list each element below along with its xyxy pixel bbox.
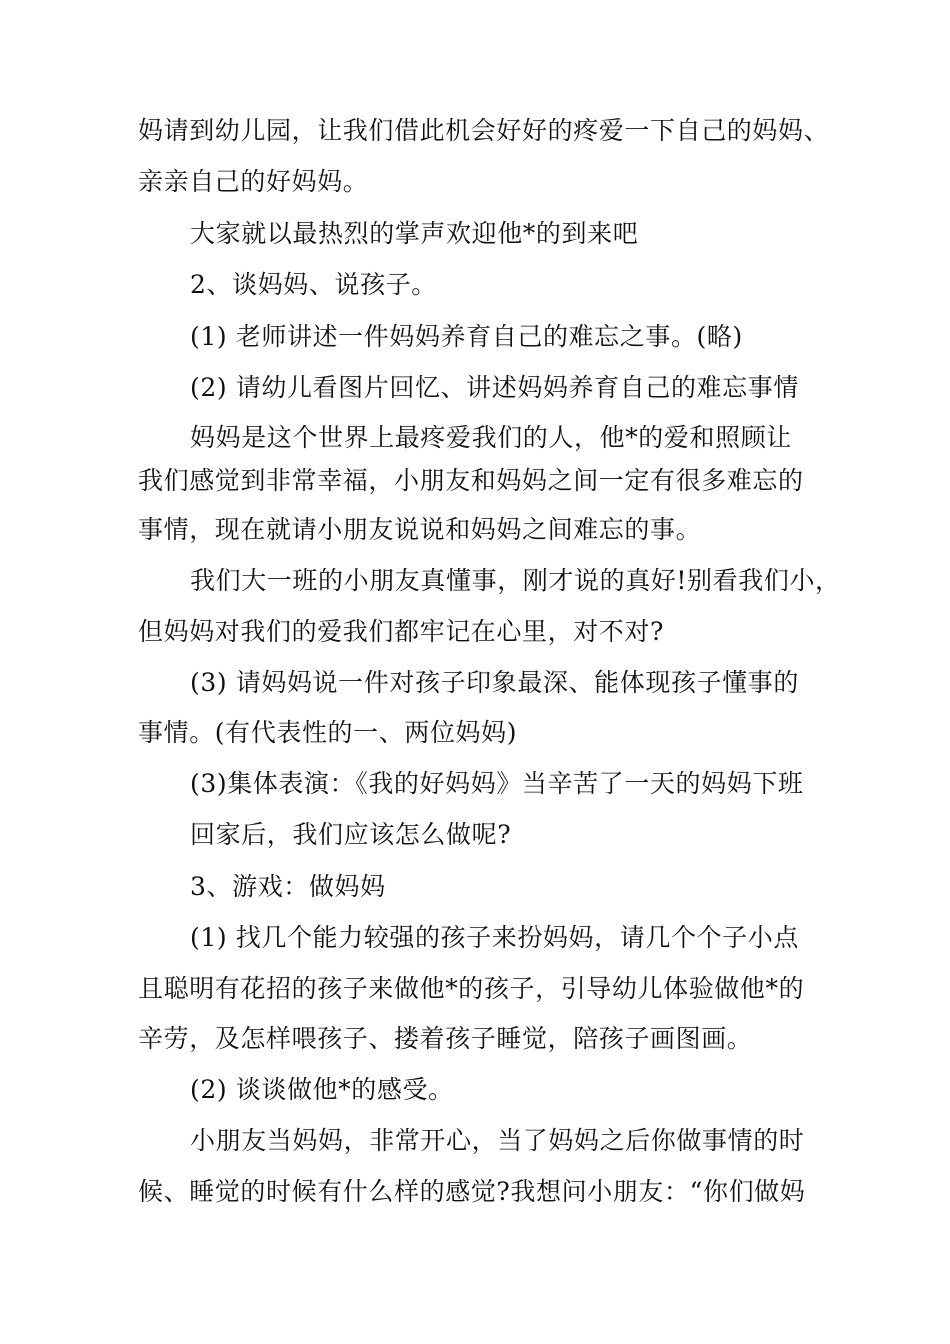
section-heading: 2、谈妈妈、说孩子。 (190, 270, 437, 299)
text-line: 但妈妈对我们的爱我们都牢记在心里，对不对? (138, 617, 665, 646)
text-line: 事情。(有代表性的一、两位妈妈) (138, 718, 518, 747)
text-line: 且聪明有花招的孩子来做他*的孩子，引导幼儿体验做他*的 (138, 974, 805, 1003)
text-line: 妈请到幼儿园，让我们借此机会好好的疼爱一下自己的妈妈、 (138, 116, 830, 145)
section-heading: 3、游戏：做妈妈 (190, 872, 386, 901)
text-line: 大家就以最热烈的掌声欢迎他*的到来吧 (190, 219, 639, 248)
text-line: 我们感觉到非常幸福，小朋友和妈妈之间一定有很多难忘的 (138, 466, 804, 495)
list-item: (1) 找几个能力较强的孩子来扮妈妈，请几个个子小点 (190, 923, 799, 952)
text-line: 小朋友当妈妈，非常开心，当了妈妈之后你做事情的时 (190, 1126, 805, 1155)
list-item: (3)集体表演：《我的好妈妈》当辛苦了一天的妈妈下班 (190, 769, 804, 798)
text-line: 事情，现在就请小朋友说说和妈妈之间难忘的事。 (138, 515, 702, 544)
text-line: 辛劳，及怎样喂孩子、搂着孩子睡觉，陪孩子画图画。 (138, 1024, 753, 1053)
list-item: (2) 请幼儿看图片回忆、讲述妈妈养育自己的难忘事情 (190, 373, 799, 402)
text-line: 亲亲自己的好妈妈。 (138, 167, 369, 196)
text-line: 回家后，我们应该怎么做呢? (190, 820, 512, 849)
list-item: (3) 请妈妈说一件对孩子印象最深、能体现孩子懂事的 (190, 668, 799, 697)
list-item: (1) 老师讲述一件妈妈养育自己的难忘之事。(略) (190, 322, 743, 351)
text-line: 妈妈是这个世界上最疼爱我们的人，他*的爱和照顾让 (190, 423, 792, 452)
text-line: 候、睡觉的时候有什么样的感觉?我想问小朋友：“你们做妈 (138, 1177, 806, 1206)
list-item: (2) 谈谈做他*的感受。 (190, 1075, 454, 1104)
text-line: 我们大一班的小朋友真懂事，刚才说的真好!别看我们小， (190, 566, 841, 595)
